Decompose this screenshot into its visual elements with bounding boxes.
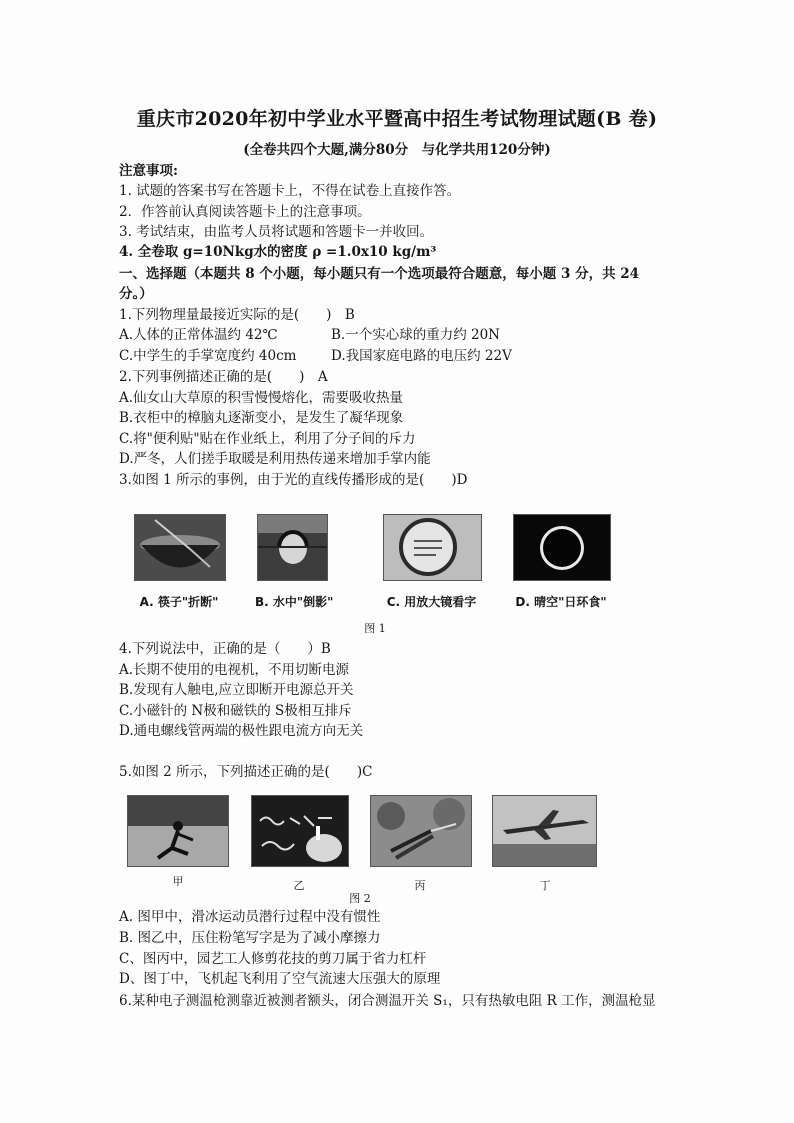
figure2-label-ding: 丁 [539, 879, 551, 892]
notice-heading: 注意事项: [119, 163, 178, 179]
q4-option: D.通电螺线管两端的极性跟电流方向无关 [119, 723, 364, 739]
figure1-caption-d: D. 晴空"日环食" [515, 595, 607, 609]
exam-subtitle: (全卷共四个大题,满分80分 与化学共用120分钟) [243, 142, 551, 158]
q2-option: C.将"便利贴"贴在作业纸上，利用了分子间的斥力 [119, 431, 416, 447]
magnifier-illustration [384, 515, 481, 580]
airplane-illustration [493, 796, 596, 866]
q1-option-a: A.人体的正常体温约 42℃ [119, 327, 278, 343]
shears-illustration [371, 796, 471, 866]
question-2-stem: 2.下列事例描述正确的是( ) A [119, 369, 328, 385]
notice-item: 4. 全卷取 g=10Nkg水的密度 ρ =1.0x10 kg/m³ [119, 244, 437, 260]
question-6-stem: 6.某种电子测温枪测靠近被测者额头，闭合测温开关 S₁，只有热敏电阻 R 工作，测温枪显 [119, 993, 656, 1009]
q2-option: A.仙女山大草原的积雪慢慢熔化，需要吸收热量 [119, 390, 404, 406]
figure1-photo-chopsticks [134, 514, 226, 581]
q5-option: D、图丁中，飞机起飞利用了空气流速大压强大的原理 [119, 971, 441, 987]
notice-item: 2．作答前认真阅读答题卡上的注意事项。 [119, 204, 371, 220]
exam-title: 重庆市2020年初中学业水平暨高中招生考试物理试题(B 卷) [136, 108, 658, 130]
q2-option: D.严冬，人们搓手取暖是利用热传递来增加手掌内能 [119, 451, 431, 467]
q2-option: B.衣柜中的樟脑丸逐渐变小，是发生了凝华现象 [119, 410, 404, 426]
eclipse-illustration [514, 515, 610, 580]
question-5-stem: 5.如图 2 所示，下列描述正确的是( )C [119, 764, 373, 780]
section-heading-cont: 分。） [119, 286, 153, 302]
figure2-photo-chalk [251, 795, 349, 867]
section-heading: 一、选择题（本题共 8 个小题，每小题只有一个选项最符合题意，每小题 3 分，共 24 [119, 266, 640, 282]
figure1-photo-reflection [257, 514, 328, 581]
figure2-label: 图 2 [349, 892, 371, 905]
figure2-photo-skater [127, 795, 229, 867]
figure1-caption-c: C. 用放大镜看字 [386, 595, 477, 609]
chalkboard-illustration [252, 796, 348, 866]
figure1-photo-eclipse [513, 514, 611, 581]
skater-illustration [128, 796, 228, 866]
figure1-caption-b: B. 水中"倒影" [255, 595, 334, 609]
figure1-caption-a: A. 筷子"折断" [139, 595, 219, 609]
figure2-label-yi: 乙 [293, 879, 305, 892]
figure2-photo-airplane [492, 795, 597, 867]
notice-item: 3. 考试结束，由监考人员将试题和答题卡一并收回。 [119, 224, 434, 240]
q5-option: C、图丙中，园艺工人修剪花技的剪刀属于省力杠杆 [119, 951, 427, 967]
q5-option: A. 图甲中，滑冰运动员潜行过程中没有惯性 [119, 909, 381, 925]
figure1-photo-magnifier [383, 514, 482, 581]
figure1-label: 图 1 [364, 622, 386, 635]
q4-option: B.发现有人触电,应立即断开电源总开关 [119, 682, 354, 698]
figure2-label-bing: 丙 [414, 879, 426, 892]
q1-option-c: C.中学生的手掌宽度约 40cm [119, 348, 297, 364]
figure2-label-jia: 甲 [172, 875, 184, 888]
q1-option-b: B.一个实心球的重力约 20N [331, 327, 500, 343]
q5-option: B. 图乙中，压住粉笔写字是为了减小摩擦力 [119, 930, 381, 946]
q4-option: A.长期不使用的电视机，不用切断电源 [119, 662, 350, 678]
bowl-illustration [135, 515, 225, 580]
notice-item: 1. 试题的答案书写在答题卡上，不得在试卷上直接作答。 [119, 183, 461, 199]
figure2-photo-shears [370, 795, 472, 867]
q1-option-d: D.我国家庭电路的电压约 22V [331, 348, 512, 364]
question-1-stem: 1.下列物理量最接近实际的是( ) B [119, 307, 355, 323]
question-4-stem: 4.下列说法中，正确的是（ ）B [119, 641, 331, 657]
question-3-stem: 3.如图 1 所示的事例，由于光的直线传播形成的是( )D [119, 472, 468, 488]
bridge-illustration [258, 515, 327, 580]
q4-option: C.小磁针的 N极和磁铁的 S极相互排斥 [119, 703, 352, 719]
